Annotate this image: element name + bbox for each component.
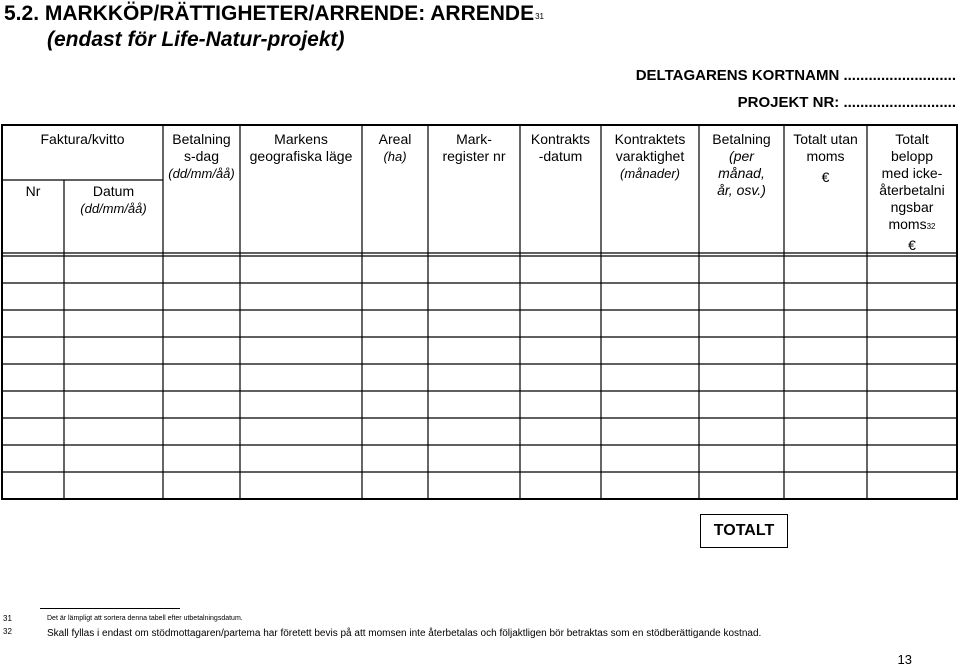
page-number: 13 bbox=[897, 652, 912, 667]
betalningsdag-line1: Betalning bbox=[172, 131, 231, 147]
footnote-ref-31: 31 bbox=[535, 12, 544, 21]
total-label: TOTALT bbox=[700, 514, 788, 548]
participant-shortname-field: DELTAGARENS KORTNAMN ........................... bbox=[635, 67, 956, 84]
section-subtitle: (endast för Life-Natur-projekt) bbox=[47, 28, 345, 51]
markens-lage-header bbox=[240, 131, 362, 165]
nr-header: Nr bbox=[25, 183, 41, 199]
betalningsdag-line2: s-dag bbox=[183, 148, 220, 164]
betalning-label: Betalning bbox=[712, 131, 771, 147]
varaktighet-line1: Kontraktets bbox=[614, 131, 686, 147]
mark-line1: Mark- bbox=[456, 131, 492, 147]
faktura-kvitto-header: Faktura/kvitto bbox=[40, 131, 125, 147]
section-title-text: 5.2. MARKKÖP/RÄTTIGHETER/ARRENDE: ARRENDE bbox=[4, 2, 535, 25]
kontraktsdatum-header bbox=[520, 131, 601, 165]
project-number-field: PROJEKT NR: ........................... bbox=[737, 94, 956, 111]
totalt-line2: belopp bbox=[890, 148, 934, 164]
datum-header bbox=[64, 183, 163, 217]
varaktighet-unit: (månader) bbox=[620, 166, 680, 181]
mark-line2: register nr bbox=[442, 148, 506, 164]
markens-line2: geografiska läge bbox=[249, 148, 353, 164]
footnote-32-text: Skall fyllas i endast om stödmottagaren/partema har företett bevis på att momsen inte återbetalas och följaktligen bör betraktas som en stödberättigande kostnad. bbox=[47, 628, 762, 639]
footnote-31-text: Det är lämpligt att sortera denna tabell efter utbetalningsdatum. bbox=[47, 615, 243, 622]
totalt-line6: moms bbox=[888, 216, 927, 232]
euro-icon: € bbox=[821, 169, 830, 185]
varaktighet-header bbox=[601, 131, 699, 182]
kontrakts-line1: Kontrakts bbox=[530, 131, 591, 147]
totalt-line4: återbetalni bbox=[879, 182, 945, 198]
betalningsdag-format: (dd/mm/åå) bbox=[168, 166, 235, 181]
totalt-line5: ngsbar bbox=[890, 199, 934, 215]
totalt-utan-line1: Totalt utan bbox=[793, 131, 858, 147]
totalt-line1: Totalt bbox=[895, 131, 929, 147]
datum-format: (dd/mm/åå) bbox=[80, 201, 147, 216]
betalning-header bbox=[699, 131, 784, 199]
kontrakts-line2: -datum bbox=[538, 148, 583, 164]
markens-line1: Markens bbox=[274, 131, 328, 147]
footnote-32-number: 32 bbox=[3, 627, 12, 636]
betalning-line2: månad, bbox=[718, 165, 765, 181]
totalt-utan-moms-header bbox=[784, 131, 867, 186]
betalning-line1: (per bbox=[729, 148, 754, 164]
footnote-separator bbox=[40, 608, 180, 609]
markregister-header bbox=[428, 131, 520, 165]
areal-label: Areal bbox=[378, 131, 412, 147]
euro-icon: € bbox=[908, 237, 916, 253]
areal-header bbox=[362, 131, 428, 165]
varaktighet-line2: varaktighet bbox=[615, 148, 685, 164]
totalt-line3: med icke- bbox=[881, 165, 943, 181]
totalt-belopp-header bbox=[867, 131, 957, 254]
betalningsdag-header bbox=[163, 131, 240, 182]
areal-unit: (ha) bbox=[383, 149, 407, 164]
footnote-31-number: 31 bbox=[3, 614, 12, 623]
footnote-ref-32: 32 bbox=[926, 222, 936, 231]
betalning-line3: år, osv.) bbox=[717, 182, 766, 198]
datum-header-label: Datum bbox=[92, 183, 135, 199]
totalt-utan-line2: moms bbox=[806, 148, 845, 164]
